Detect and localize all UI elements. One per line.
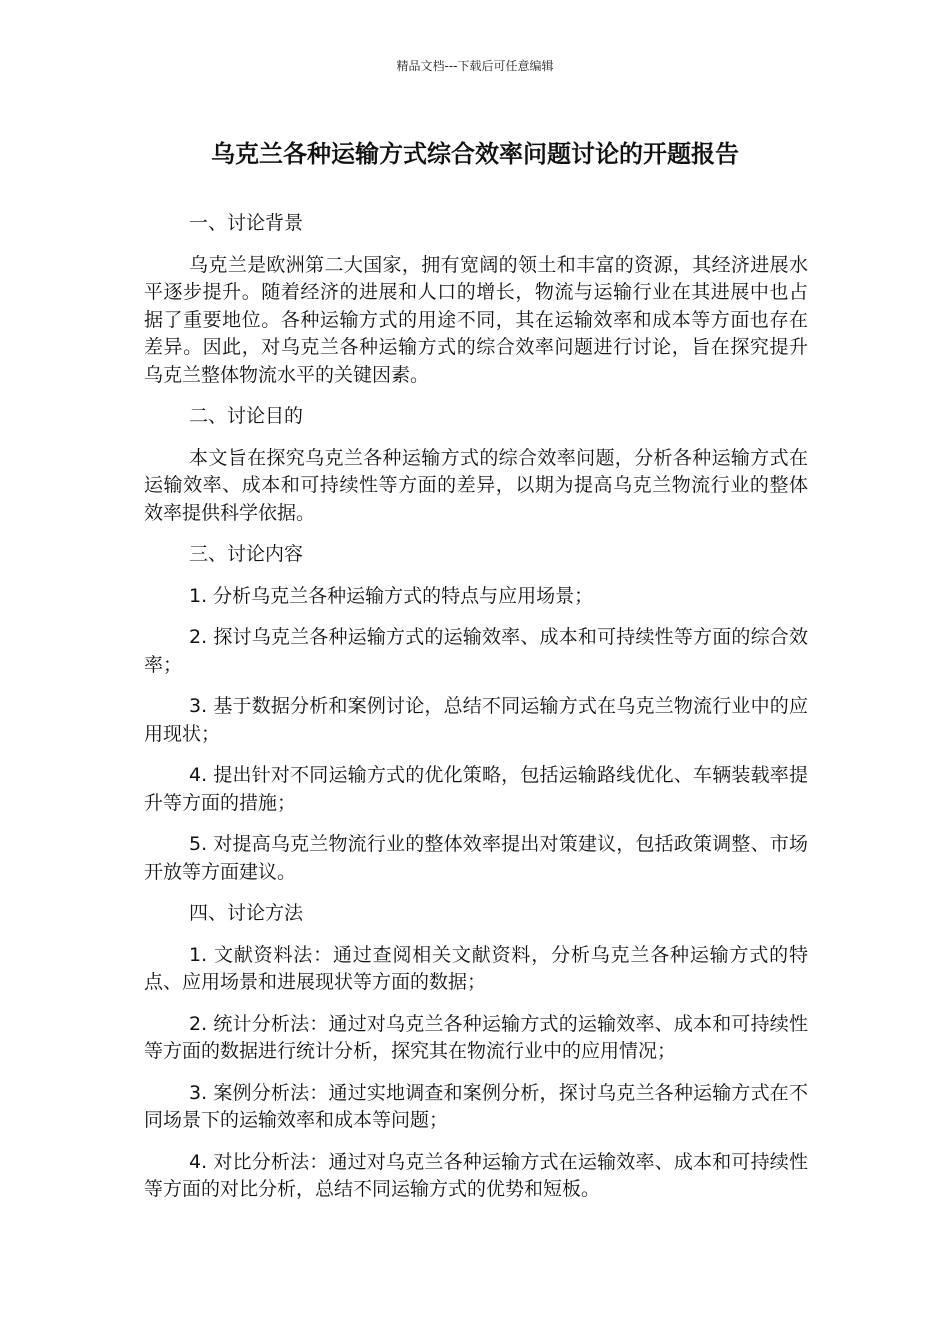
page-header: 精品文档---下载后可任意编辑 xyxy=(396,59,554,73)
list-item: 4. 对比分析法：通过对乌克兰各种运输方式在运输效率、成本和可持续性等方面的对比分析，总结不同运输方式的优势和短板。 xyxy=(144,1150,808,1200)
section-content xyxy=(144,541,808,886)
list-item: 3. 基于数据分析和案例讨论，总结不同运输方式在乌克兰物流行业中的应用现状； xyxy=(144,695,808,745)
list-item: 5. 对提高乌克兰物流行业的整体效率提出对策建议，包括政策调整、市场开放等方面建议。 xyxy=(144,833,808,883)
section-methods xyxy=(144,900,808,1204)
list-item: 1. 文献资料法：通过查阅相关文献资料，分析乌克兰各种运输方式的特点、应用场景和进展现状等方面的数据； xyxy=(144,943,808,993)
document-title: 乌克兰各种运输方式综合效率问题讨论的开题报告 xyxy=(211,140,739,168)
list-item: 3. 案例分析法：通过实地调查和案例分析，探讨乌克兰各种运输方式在不同场景下的运输效率和成本等问题； xyxy=(144,1081,808,1131)
section-purpose xyxy=(144,403,808,527)
list-item: 2. 统计分析法：通过对乌克兰各种运输方式的运输效率、成本和可持续性等方面的数据进行统计分析，探究其在物流行业中的应用情况； xyxy=(144,1012,808,1062)
section-background xyxy=(144,210,808,389)
document-body xyxy=(144,210,808,1218)
list-item: 2. 探讨乌克兰各种运输方式的运输效率、成本和可持续性等方面的综合效率； xyxy=(144,626,808,676)
section-heading: 二、讨论目的 xyxy=(189,405,304,427)
body-paragraph: 乌克兰是欧洲第二大国家，拥有宽阔的领土和丰富的资源，其经济进展水平逐步提升。随着经济的进展和人口的增长，物流与运输行业在其进展中也占据了重要地位。各种运输方式的用途不同，其在运输效率和成本等方面也存在差异。因此，对乌克兰各种运输方式的综合效率问题进行讨论，旨在探究提升乌克兰整体物流水平的关键因素。 xyxy=(144,253,808,386)
section-heading: 四、讨论方法 xyxy=(189,902,304,924)
body-paragraph: 本文旨在探究乌克兰各种运输方式的综合效率问题，分析各种运输方式在运输效率、成本和可持续性等方面的差异，以期为提高乌克兰物流行业的整体效率提供科学依据。 xyxy=(144,446,808,524)
list-item: 1. 分析乌克兰各种运输方式的特点与应用场景； xyxy=(189,584,594,607)
section-heading: 一、讨论背景 xyxy=(189,212,304,234)
section-heading: 三、讨论内容 xyxy=(189,543,304,565)
list-item: 4. 提出针对不同运输方式的优化策略，包括运输路线优化、车辆装载率提升等方面的措施； xyxy=(144,764,808,814)
